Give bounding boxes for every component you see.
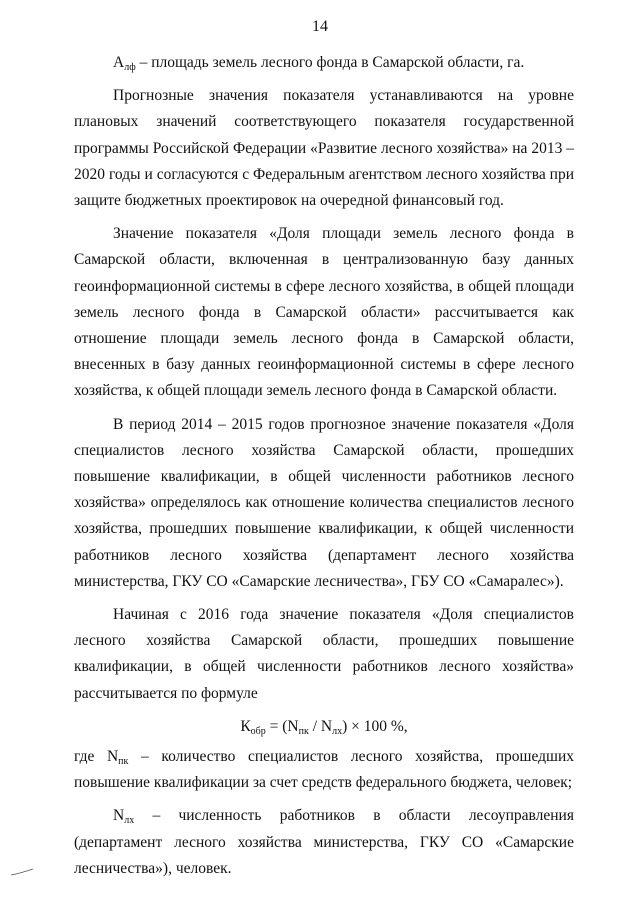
paragraph-forecast-values: Прогнозные значения показателя устанавливаются на уровне плановых значений соответствующего показателя государственной программы Российской Федерации «Развитие лесного хозяйства» на 2013 – 2020 годы и согласуются с Федеральным агентством лесного хозяйства при защите бюджетных проектировок на очередной финансовый год. — [74, 87, 574, 210]
formula-tail: ) × 100 %, — [342, 717, 408, 735]
area-definition-text: – площадь земель лесного фонда в Самарской области, га. — [135, 54, 525, 71]
paragraph-npk-definition — [74, 744, 574, 796]
nlh-subscript: лх — [124, 815, 135, 827]
npk-definition-text: – количество специалистов лесного хозяйства, прошедших повышение квалификации за счет средств федерального бюджета, человек; — [74, 748, 574, 792]
formula — [74, 714, 574, 740]
paragraph-since-2016: Начиная с 2016 года значение показателя «Доля специалистов лесного хозяйства Самарской области, прошедших повышение квалификации, в общей численности работников лесного хозяйства» рассчитывается по формуле — [74, 606, 574, 702]
formula-k: К — [240, 717, 251, 735]
symbol-a-subscript: лф — [124, 62, 136, 73]
formula-eq: = (N — [265, 717, 299, 735]
formula-slash: / N — [308, 717, 333, 735]
paragraph-gis-indicator: Значение показателя «Доля площади земель лесного фонда в Самарской области, включенная в централизованную базу данных геоинформационной системы в сфере лесного хозяйства, в общей площади земель лесного фонда в Самарской области» рассчитывается как отношение площади земель лесного фонда в Самарской области, внесенных в базу данных геоинформационной системы в сфере лесного хозяйства, к общей площади земель лесного фонда в Самарской области. — [74, 225, 574, 400]
paragraph-nlh-definition — [74, 803, 574, 882]
npk-subscript: пк — [118, 756, 129, 768]
formula-k-subscript: обр — [250, 725, 266, 737]
page-number: 14 — [312, 18, 328, 35]
npk-lead: где N — [74, 748, 119, 766]
nlh-definition-text: – численность работников в области лесоуправления (департамент лесного хозяйства министерства, ГКУ СО «Самарские лесничества»), человек. — [74, 807, 574, 877]
nlh-lead: N — [113, 807, 125, 825]
pen-stroke-mark — [10, 868, 34, 876]
formula-n1-subscript: пк — [298, 725, 309, 737]
document-body — [74, 50, 574, 889]
symbol-a: А — [113, 54, 125, 71]
paragraph-area-definition — [74, 50, 574, 76]
formula-n2-subscript: лх — [332, 725, 343, 737]
paragraph-period-2014-2015: В период 2014 – 2015 годов прогнозное значение показателя «Доля специалистов лесного хозяйства Самарской области, прошедших повышение квалификации, в общей численности работников лесного хозяйства» определялось как отношение количества специалистов лесного хозяйства, прошедших повышение квалификации, к общей численности работников лесного хозяйства (департамент лесного хозяйства министерства, ГКУ СО «Самарские лесничества», ГБУ СО «Самаралес»). — [74, 415, 574, 590]
